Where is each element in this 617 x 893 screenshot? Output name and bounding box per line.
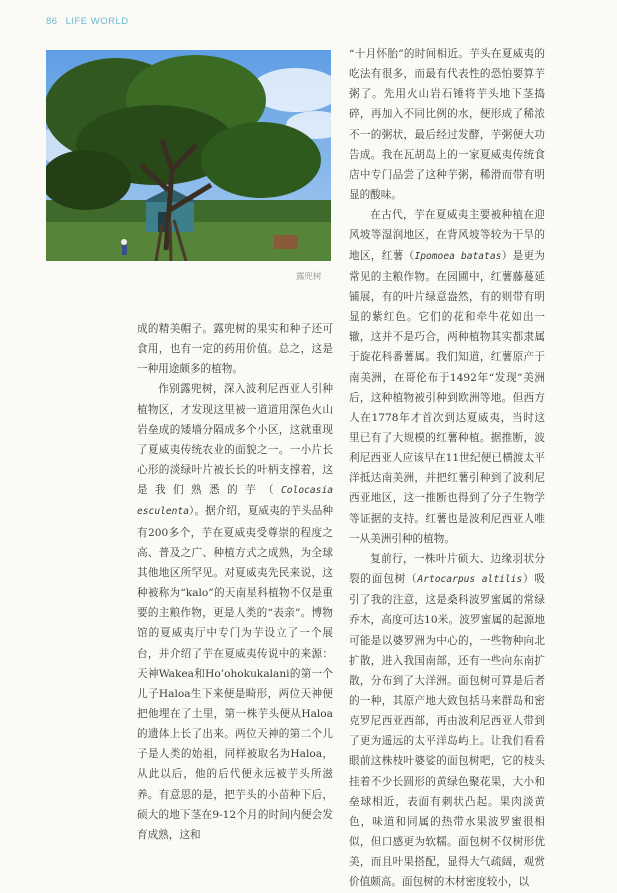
running-header (46, 16, 129, 27)
pandanus-photo (46, 50, 331, 261)
text-run: 在古代，芋在夏威夷主要被种植在迎风坡等湿润地区，在背风坡等较为干旱的地区，红薯（ (349, 209, 545, 262)
paragraph (349, 549, 545, 893)
latin-name: Artocarpus altilis (417, 574, 523, 586)
paragraph (349, 205, 545, 549)
text-run: 复前行，一株叶片硕大、边缘羽状分裂的面包树（ (349, 552, 545, 586)
text-run: ）是更为常见的主粮作物。在园圃中，红薯藤蔓延铺展，有的叶片绿意盎然，有的则带有明显的紫红色。它们的花和牵牛花如出一辙，这并不是巧合，两种植物其实都隶属于旋花科番薯属。我们知道，红薯原产于南美洲，在哥伦布于1492年“发现”美洲后，这种植物被引种到欧洲等地。但西方人在1778年才首次到达夏威夷，当时这里已有了大规模的红薯种植。据推断，波利尼西亚人应该早在11世纪便已横渡太平洋抵达南美洲，并把红薯引种到了波利尼西亚地区，这一推断也得到了分子生物学等证据的支持。红薯也是波利尼西亚人唯一从美洲引种的植物。 (349, 249, 546, 545)
text-run: 成的精美帽子。露兜树的果实和种子还可食用，也有一定的药用价值。总之，这是一种用途颇多的植物。 (137, 323, 333, 376)
right-column (349, 44, 545, 893)
text-run: ）吸引了我的注意，这是桑科波罗蜜属的常绿乔木，高度可达10米。波罗蜜属的起源地可能是以婆罗洲为中心的，一些物种向北扩散，进入我国南部，还有一些向东南扩散，分布到了大洋洲。面包树可算是后者的一种，其原产地大致包括马来群岛和密克罗尼西亚西部，再由波利尼西亚人带到了更为遥远的太平洋岛屿上。让我们看看眼前这株枝叶婆娑的面包树吧，它的枝头挂着不少长圆形的黄绿色聚花果，大小和垒球相近，表面有刺状凸起。果肉淡黄色，味道和同属的热带水果波罗蜜很相似，但口感更为软糯。面包树不仅树形优美，而且叶果搭配，显得大气疏阔，观赏价值颇高。面包树的木材密度较小，以 (349, 573, 546, 889)
paragraph (137, 319, 333, 379)
latin-name: Colocasia esculenta (137, 485, 333, 518)
section-title: LIFE WORLD (65, 16, 129, 27)
photo-caption: 露兜树 (296, 271, 322, 281)
text-run: ）。据介绍，夏威夷的芋头品种有200多个，芋在夏威夷受尊崇的程度之高、普及之广、种植方式之成熟，为全球其他地区所罕见。对夏威夷先民来说，这种被称为“kalo”的天南星科植物不仅是重要的主粮作物，更是人类的“表亲”。博物馆的夏威夷厅中专门为芋设立了一个展台，并介绍了芋在夏威夷传说中的来源：天神Wakea和Ho’ohokukalani的第一个儿子Haloa生下来便是畸形，两位天神便把他埋在了土里，第一株芋头便从Haloa的遗体上长了出来。两位天神的第二个儿子是人类的始祖，同样被取名为Haloa，从此以后，他的后代便永远被芋头所滋养。有意思的是，把芋头的小苗种下后，硕大的地下茎在9-12个月的时间内便会发育成熟，这和 (137, 505, 333, 841)
text-run: “十月怀胎”的时间相近。芋头在夏威夷的吃法有很多，而最有代表性的恐怕要算芋粥了。先用火山岩石锤将芋头地下茎捣碎，再加入不同比例的水，便形成了稀浓不一的粥状，最后经过发酵，芋粥便大功告成。我在瓦胡岛上的一家夏威夷传统食店中专门品尝了这种芋粥，稀滑而带有明显的酸味。 (349, 48, 545, 202)
left-column (137, 319, 333, 845)
paragraph (137, 379, 333, 845)
paragraph (349, 44, 545, 205)
text-run: 作别露兜树，深入波利尼西亚人引种植物区，才发现这里被一道道用深色火山岩垒成的矮墙分隔成多个小区，这就重现了夏威夷传统农业的面貌之一。一小片长心形的淡绿叶片被长长的叶柄支撑着，这是我们熟悉的芋（ (137, 383, 333, 497)
latin-name: Ipomoea batatas (414, 250, 502, 262)
page-number: 86 (46, 16, 58, 27)
